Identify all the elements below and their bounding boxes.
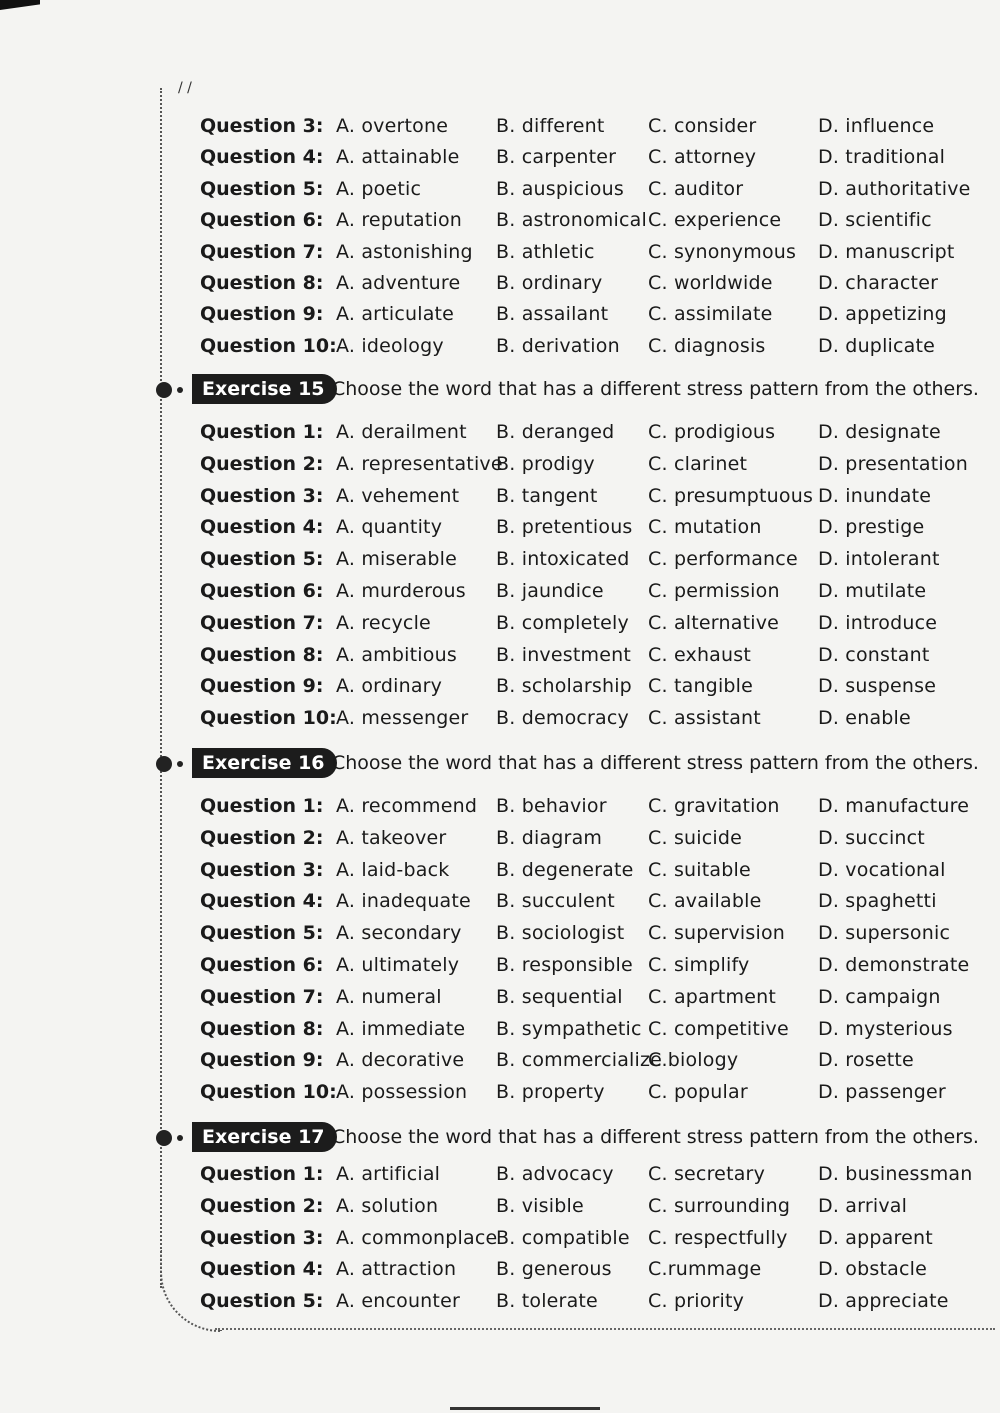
bottom-dotted-rule bbox=[215, 1328, 995, 1330]
question-row bbox=[0, 702, 1000, 734]
option-d: D. suspense bbox=[818, 675, 937, 697]
question-row bbox=[0, 330, 1000, 362]
option-a: A. derailment bbox=[336, 421, 467, 443]
option-a: A. inadequate bbox=[336, 890, 471, 912]
question-row bbox=[0, 204, 1000, 236]
option-d: D. scientific bbox=[818, 209, 932, 231]
question-row bbox=[0, 575, 1000, 607]
question-label: Question 6: bbox=[200, 209, 324, 231]
option-d: D. inundate bbox=[818, 485, 932, 507]
option-c: C. auditor bbox=[648, 178, 744, 200]
option-b: B. scholarship bbox=[496, 675, 632, 697]
option-d: D. campaign bbox=[818, 986, 941, 1008]
question-label: Question 4: bbox=[200, 890, 324, 912]
question-label: Question 6: bbox=[200, 580, 324, 602]
question-row bbox=[0, 854, 1000, 886]
option-a: A. adventure bbox=[336, 272, 461, 294]
option-d: D. obstacle bbox=[818, 1258, 928, 1280]
question-label: Question 3: bbox=[200, 1227, 324, 1249]
option-b: B. sympathetic bbox=[496, 1018, 642, 1040]
option-a: A. articulate bbox=[336, 303, 455, 325]
question-label: Question 9: bbox=[200, 1049, 324, 1071]
question-row bbox=[0, 416, 1000, 448]
question-label: Question 5: bbox=[200, 178, 324, 200]
option-c: C. exhaust bbox=[648, 644, 752, 666]
option-c: C. popular bbox=[648, 1081, 748, 1103]
option-d: D. mutilate bbox=[818, 580, 927, 602]
question-label: Question 8: bbox=[200, 644, 324, 666]
question-label: Question 2: bbox=[200, 1195, 324, 1217]
option-a: A. ideology bbox=[336, 335, 444, 357]
footer-line bbox=[450, 1407, 600, 1410]
option-d: D. spaghetti bbox=[818, 890, 937, 912]
question-row bbox=[0, 1222, 1000, 1254]
question-label: Question 10: bbox=[200, 1081, 337, 1103]
option-d: D. rosette bbox=[818, 1049, 914, 1071]
question-row bbox=[0, 1158, 1000, 1190]
option-b: B. derivation bbox=[496, 335, 620, 357]
option-c: C. gravitation bbox=[648, 795, 780, 817]
option-a: A. ultimately bbox=[336, 954, 460, 976]
option-b: B. pretentious bbox=[496, 516, 633, 538]
option-c: C. competitive bbox=[648, 1018, 789, 1040]
option-d: D. supersonic bbox=[818, 922, 951, 944]
question-row bbox=[0, 917, 1000, 949]
question-label: Question 4: bbox=[200, 516, 324, 538]
option-c: C. suicide bbox=[648, 827, 743, 849]
option-d: D. apparent bbox=[818, 1227, 933, 1249]
bullet-dot-icon bbox=[156, 756, 172, 772]
option-c: C. assistant bbox=[648, 707, 761, 729]
option-d: D. authoritative bbox=[818, 178, 971, 200]
option-a: A. ambitious bbox=[336, 644, 457, 666]
option-c: C.biology bbox=[648, 1049, 739, 1071]
option-c: C.rummage bbox=[648, 1258, 762, 1280]
option-a: A. takeover bbox=[336, 827, 447, 849]
option-a: A. possession bbox=[336, 1081, 468, 1103]
option-a: A. attraction bbox=[336, 1258, 457, 1280]
option-a: A. messenger bbox=[336, 707, 469, 729]
option-b: B. visible bbox=[496, 1195, 584, 1217]
option-a: A. recommend bbox=[336, 795, 478, 817]
option-c: C. presumptuous bbox=[648, 485, 814, 507]
question-row bbox=[0, 480, 1000, 512]
option-c: C. permission bbox=[648, 580, 780, 602]
question-label: Question 5: bbox=[200, 548, 324, 570]
option-d: D. succinct bbox=[818, 827, 925, 849]
option-c: C. experience bbox=[648, 209, 782, 231]
option-d: D. demonstrate bbox=[818, 954, 970, 976]
option-c: C. alternative bbox=[648, 612, 780, 634]
option-c: C. available bbox=[648, 890, 762, 912]
question-label: Question 7: bbox=[200, 612, 324, 634]
exercise-instruction: Choose the word that has a different stress pattern from the others. bbox=[332, 1126, 979, 1148]
exercise-instruction: Choose the word that has a different stress pattern from the others. bbox=[332, 378, 979, 400]
option-d: D. prestige bbox=[818, 516, 925, 538]
option-c: C. assimilate bbox=[648, 303, 773, 325]
question-label: Question 1: bbox=[200, 421, 324, 443]
question-label: Question 4: bbox=[200, 146, 324, 168]
exercise-badge: Exercise 16 bbox=[192, 748, 337, 778]
option-a: A. representative bbox=[336, 453, 503, 475]
bullet-small-dot-icon bbox=[177, 761, 183, 767]
question-row bbox=[0, 141, 1000, 173]
option-b: B. behavior bbox=[496, 795, 607, 817]
option-b: B. deranged bbox=[496, 421, 615, 443]
question-row bbox=[0, 981, 1000, 1013]
question-row bbox=[0, 639, 1000, 671]
option-a: A. secondary bbox=[336, 922, 462, 944]
option-d: D. appreciate bbox=[818, 1290, 949, 1312]
question-row bbox=[0, 790, 1000, 822]
exercise-header bbox=[0, 1120, 1000, 1156]
option-b: B. carpenter bbox=[496, 146, 617, 168]
question-row bbox=[0, 267, 1000, 299]
option-c: C. attorney bbox=[648, 146, 757, 168]
option-b: B. compatible bbox=[496, 1227, 630, 1249]
question-label: Question 6: bbox=[200, 954, 324, 976]
question-row bbox=[0, 1285, 1000, 1317]
question-row bbox=[0, 511, 1000, 543]
question-label: Question 10: bbox=[200, 335, 337, 357]
question-row bbox=[0, 822, 1000, 854]
question-row bbox=[0, 448, 1000, 480]
option-a: A. commonplace bbox=[336, 1227, 498, 1249]
option-a: A. reputation bbox=[336, 209, 463, 231]
option-d: D. businessman bbox=[818, 1163, 973, 1185]
option-b: B. astronomical bbox=[496, 209, 647, 231]
question-row bbox=[0, 543, 1000, 575]
option-b: B. ordinary bbox=[496, 272, 603, 294]
option-b: B. responsible bbox=[496, 954, 633, 976]
option-d: D. influence bbox=[818, 115, 935, 137]
option-a: A. ordinary bbox=[336, 675, 443, 697]
bullet-dot-icon bbox=[156, 382, 172, 398]
option-d: D. arrival bbox=[818, 1195, 908, 1217]
option-b: B. democracy bbox=[496, 707, 629, 729]
question-row bbox=[0, 670, 1000, 702]
option-d: D. passenger bbox=[818, 1081, 946, 1103]
option-d: D. presentation bbox=[818, 453, 968, 475]
option-b: B. advocacy bbox=[496, 1163, 614, 1185]
option-c: C. apartment bbox=[648, 986, 777, 1008]
option-c: C. consider bbox=[648, 115, 757, 137]
question-label: Question 9: bbox=[200, 303, 324, 325]
option-d: D. enable bbox=[818, 707, 911, 729]
question-row bbox=[0, 1013, 1000, 1045]
option-b: B. commercialize bbox=[496, 1049, 663, 1071]
option-d: D. manuscript bbox=[818, 241, 955, 263]
option-a: A. murderous bbox=[336, 580, 466, 602]
page-mark: / / bbox=[178, 80, 192, 96]
question-label: Question 8: bbox=[200, 1018, 324, 1040]
option-a: A. solution bbox=[336, 1195, 439, 1217]
option-a: A. immediate bbox=[336, 1018, 466, 1040]
option-c: C. supervision bbox=[648, 922, 786, 944]
option-c: C. suitable bbox=[648, 859, 751, 881]
option-a: A. miserable bbox=[336, 548, 458, 570]
question-row bbox=[0, 1253, 1000, 1285]
question-row bbox=[0, 885, 1000, 917]
question-row bbox=[0, 1076, 1000, 1108]
option-a: A. recycle bbox=[336, 612, 431, 634]
exercise-header bbox=[0, 746, 1000, 782]
option-b: B. property bbox=[496, 1081, 605, 1103]
option-c: C. worldwide bbox=[648, 272, 773, 294]
option-b: B. completely bbox=[496, 612, 629, 634]
option-b: B. assailant bbox=[496, 303, 609, 325]
exercise-header bbox=[0, 372, 1000, 408]
option-b: B. different bbox=[496, 115, 605, 137]
bullet-dot-icon bbox=[156, 1130, 172, 1146]
question-label: Question 9: bbox=[200, 675, 324, 697]
option-d: D. appetizing bbox=[818, 303, 947, 325]
question-label: Question 2: bbox=[200, 453, 324, 475]
exercise-badge: Exercise 15 bbox=[192, 374, 337, 404]
option-c: C. mutation bbox=[648, 516, 762, 538]
question-row bbox=[0, 1190, 1000, 1222]
question-label: Question 3: bbox=[200, 859, 324, 881]
option-a: A. astonishing bbox=[336, 241, 473, 263]
option-c: C. diagnosis bbox=[648, 335, 766, 357]
option-b: B. investment bbox=[496, 644, 632, 666]
question-row bbox=[0, 949, 1000, 981]
question-label: Question 7: bbox=[200, 241, 324, 263]
question-label: Question 3: bbox=[200, 115, 324, 137]
option-d: D. constant bbox=[818, 644, 930, 666]
option-b: B. tolerate bbox=[496, 1290, 598, 1312]
option-a: A. decorative bbox=[336, 1049, 465, 1071]
option-d: D. traditional bbox=[818, 146, 946, 168]
option-c: C. performance bbox=[648, 548, 798, 570]
option-d: D. mysterious bbox=[818, 1018, 953, 1040]
option-a: A. laid-back bbox=[336, 859, 450, 881]
question-label: Question 5: bbox=[200, 922, 324, 944]
option-b: B. succulent bbox=[496, 890, 615, 912]
question-row bbox=[0, 173, 1000, 205]
question-label: Question 1: bbox=[200, 1163, 324, 1185]
question-row bbox=[0, 298, 1000, 330]
option-d: D. introduce bbox=[818, 612, 938, 634]
option-b: B. degenerate bbox=[496, 859, 634, 881]
question-row bbox=[0, 110, 1000, 142]
option-c: C. prodigious bbox=[648, 421, 776, 443]
question-row bbox=[0, 236, 1000, 268]
option-c: C. surrounding bbox=[648, 1195, 791, 1217]
option-a: A. artificial bbox=[336, 1163, 441, 1185]
corner-mark bbox=[0, 0, 40, 10]
question-label: Question 1: bbox=[200, 795, 324, 817]
question-label: Question 2: bbox=[200, 827, 324, 849]
question-row bbox=[0, 607, 1000, 639]
option-a: A. poetic bbox=[336, 178, 422, 200]
option-d: D. vocational bbox=[818, 859, 946, 881]
option-d: D. designate bbox=[818, 421, 941, 443]
option-b: B. jaundice bbox=[496, 580, 604, 602]
exercise-instruction: Choose the word that has a different stress pattern from the others. bbox=[332, 752, 979, 774]
option-d: D. manufacture bbox=[818, 795, 970, 817]
question-label: Question 3: bbox=[200, 485, 324, 507]
question-label: Question 5: bbox=[200, 1290, 324, 1312]
bullet-small-dot-icon bbox=[177, 387, 183, 393]
question-label: Question 4: bbox=[200, 1258, 324, 1280]
option-b: B. prodigy bbox=[496, 453, 595, 475]
option-b: B. diagram bbox=[496, 827, 603, 849]
option-b: B. sequential bbox=[496, 986, 623, 1008]
option-b: B. sociologist bbox=[496, 922, 625, 944]
option-a: A. numeral bbox=[336, 986, 442, 1008]
option-d: D. character bbox=[818, 272, 939, 294]
option-d: D. intolerant bbox=[818, 548, 940, 570]
option-b: B. auspicious bbox=[496, 178, 624, 200]
option-c: C. respectfully bbox=[648, 1227, 788, 1249]
option-c: C. clarinet bbox=[648, 453, 748, 475]
option-a: A. vehement bbox=[336, 485, 460, 507]
bullet-small-dot-icon bbox=[177, 1135, 183, 1141]
option-c: C. priority bbox=[648, 1290, 745, 1312]
option-b: B. athletic bbox=[496, 241, 595, 263]
option-a: A. encounter bbox=[336, 1290, 460, 1312]
option-c: C. synonymous bbox=[648, 241, 797, 263]
question-label: Question 7: bbox=[200, 986, 324, 1008]
option-a: A. attainable bbox=[336, 146, 460, 168]
option-d: D. duplicate bbox=[818, 335, 936, 357]
question-label: Question 8: bbox=[200, 272, 324, 294]
option-b: B. intoxicated bbox=[496, 548, 630, 570]
option-b: B. tangent bbox=[496, 485, 598, 507]
option-c: C. simplify bbox=[648, 954, 750, 976]
option-c: C. secretary bbox=[648, 1163, 766, 1185]
exercise-badge: Exercise 17 bbox=[192, 1122, 337, 1152]
question-label: Question 10: bbox=[200, 707, 337, 729]
question-row bbox=[0, 1044, 1000, 1076]
option-a: A. overtone bbox=[336, 115, 449, 137]
option-a: A. quantity bbox=[336, 516, 443, 538]
option-b: B. generous bbox=[496, 1258, 612, 1280]
option-c: C. tangible bbox=[648, 675, 754, 697]
